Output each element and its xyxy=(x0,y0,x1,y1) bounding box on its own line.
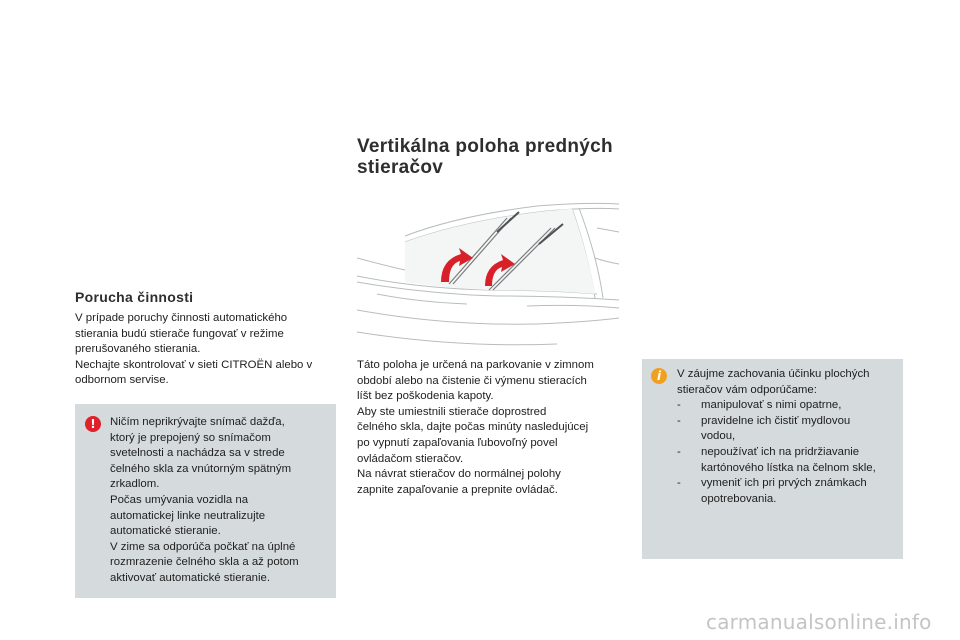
list-dash: - xyxy=(677,414,681,427)
section-title-line-1: Vertikálna poloha predných xyxy=(357,136,613,157)
middle-paragraph-line: ovládačom stieračov. xyxy=(357,452,464,465)
warning-line: čelného skla za vnútorným spätným xyxy=(110,462,292,475)
wiper-illustration xyxy=(357,198,620,350)
warning-text xyxy=(110,415,299,587)
left-paragraph-line: V prípade poruchy činnosti automatického xyxy=(75,312,288,324)
info-intro-line: stieračov vám odporúčame: xyxy=(677,383,817,396)
left-paragraph-line: prerušovaného stierania. xyxy=(75,343,201,356)
list-dash: - xyxy=(677,399,681,412)
warning-line: ktorý je prepojený so snímačom xyxy=(110,431,271,444)
info-item-text xyxy=(701,414,850,445)
list-dash: - xyxy=(677,445,681,458)
left-paragraph-line: odbornom servise. xyxy=(75,374,169,387)
info-item-line: vymeniť ich pri prvých známkach xyxy=(701,477,867,490)
info-icon: i xyxy=(651,368,667,384)
middle-paragraph-line: období alebo na čistenie či výmenu stieracích xyxy=(357,374,587,387)
middle-paragraph-line: čelného skla, dajte počas minúty nasledujúcej xyxy=(357,421,589,434)
middle-paragraph-line: Aby ste umiestnili stierače doprostred xyxy=(357,405,547,418)
warning-line: V zime sa odporúča počkať na úplné xyxy=(110,540,296,553)
info-list-item xyxy=(677,476,876,507)
warning-line: Počas umývania vozidla na xyxy=(110,493,249,506)
middle-paragraph-line: Na návrat stieračov do normálnej polohy xyxy=(357,468,561,481)
info-item-text xyxy=(701,476,867,507)
info-item-text xyxy=(701,398,841,414)
middle-paragraph-line: zapnite zapaľovanie a prepnite ovládač. xyxy=(357,483,558,496)
watermark-link[interactable]: carmanualsonline.info xyxy=(706,610,932,634)
warning-line: Ničím neprikrývajte snímač dažďa, xyxy=(110,416,285,428)
info-item-line: opotrebovania. xyxy=(701,492,777,505)
info-item-line: vodou, xyxy=(701,430,736,443)
windscreen-wipers-drawing xyxy=(357,198,620,350)
info-item-line: nepoužívať ich na pridržiavanie xyxy=(701,445,860,458)
left-heading: Porucha činnosti xyxy=(75,289,194,305)
info-box xyxy=(642,359,903,559)
left-paragraph-line: stierania budú stierače fungovať v režime xyxy=(75,327,284,340)
info-item-text xyxy=(701,445,876,476)
info-item-line: manipulovať s nimi opatrne, xyxy=(701,399,842,412)
warning-line: rozmrazenie čelného skla a až potom xyxy=(110,556,299,569)
warning-line: svetelnosti a nachádza sa v strede xyxy=(110,447,285,460)
warning-line: automatické stieranie. xyxy=(110,525,221,538)
list-dash: - xyxy=(677,477,681,490)
middle-paragraph-line: po vypnutí zapaľovania ľubovoľný povel xyxy=(357,436,558,449)
exclamation-icon: ! xyxy=(85,416,101,432)
left-paragraph xyxy=(75,311,312,389)
section-title xyxy=(357,136,613,178)
middle-paragraph-line: líšt bez poškodenia kapoty. xyxy=(357,390,494,403)
left-paragraph-line: Nechajte skontrolovať v sieti CITROËN alebo v xyxy=(75,358,313,371)
info-list-item xyxy=(677,398,876,414)
info-intro-line: V záujme zachovania účinku plochých xyxy=(677,368,870,380)
middle-paragraph-line: Táto poloha je určená na parkovanie v zimnom xyxy=(357,359,594,371)
section-title-line-2: stieračov xyxy=(357,157,444,178)
info-list-item xyxy=(677,414,876,445)
warning-line: zrkadlom. xyxy=(110,478,160,491)
warning-line: aktivovať automatické stieranie. xyxy=(110,571,271,584)
warning-box xyxy=(75,404,336,598)
info-text xyxy=(677,367,876,507)
info-list-item xyxy=(677,445,876,476)
middle-paragraph xyxy=(357,358,594,498)
warning-line: automatickej linke neutralizujte xyxy=(110,509,266,522)
info-item-line: pravidelne ich čistiť mydlovou xyxy=(701,414,851,427)
info-item-line: kartónového lístka na čelnom skle, xyxy=(701,461,876,474)
